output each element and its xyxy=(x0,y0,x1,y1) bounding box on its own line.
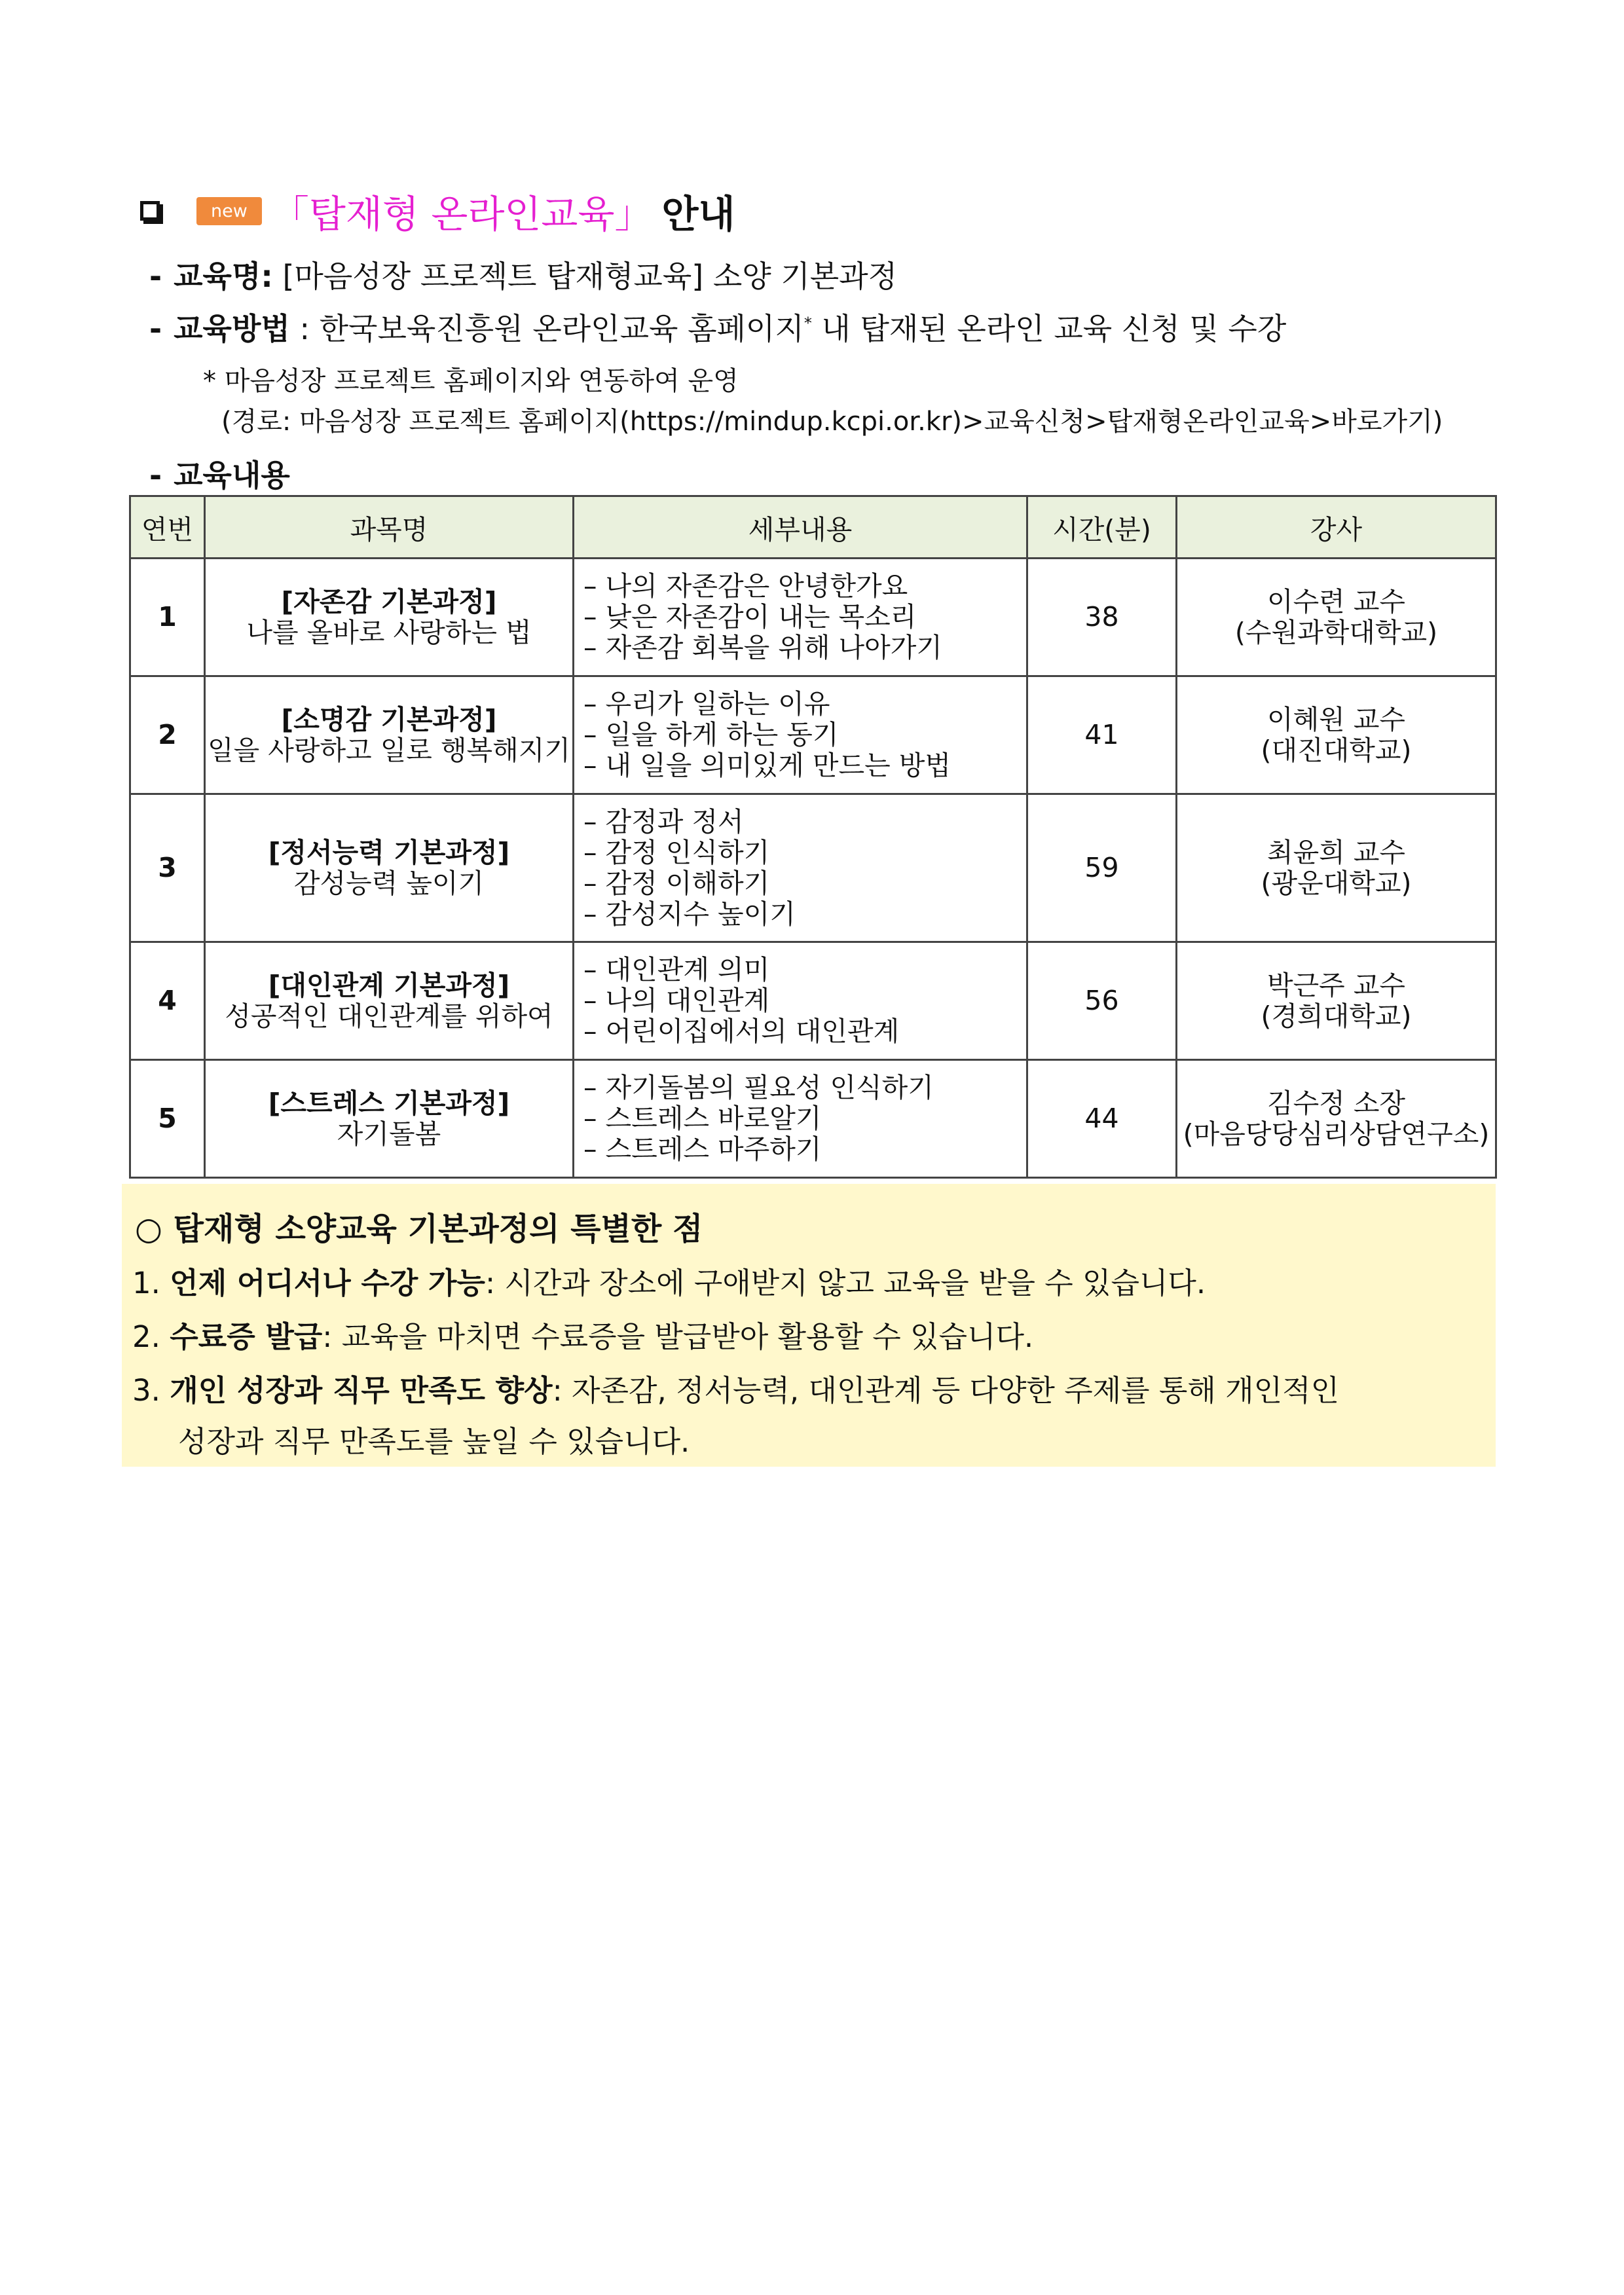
instructor-cell xyxy=(1177,794,1496,942)
instructor-org: (대진대학교) xyxy=(1261,734,1412,766)
method-footnote-mark: * xyxy=(803,314,812,333)
detail-item: – 일을 하게 하는 동기 xyxy=(583,719,839,750)
course-subtitle: 나를 올바로 사랑하는 법 xyxy=(246,616,532,648)
minutes-cell: 44 xyxy=(1027,1060,1177,1178)
feature-text: : 자존감, 정서능력, 대인관계 등 다양한 주제를 통해 개인적인 xyxy=(552,1373,1340,1408)
course-cell xyxy=(205,794,574,942)
minutes-cell: 38 xyxy=(1027,559,1177,676)
detail-item: – 감성지수 높이기 xyxy=(583,898,796,930)
header-number: 연번 xyxy=(130,496,205,559)
features-box xyxy=(122,1184,1496,1467)
new-badge: new xyxy=(196,197,262,225)
feature-item xyxy=(132,1259,1206,1302)
feature-heading: 언제 어디서나 수강 가능 xyxy=(170,1266,485,1300)
instructor-name: 이혜원 교수 xyxy=(1266,703,1406,735)
feature-item xyxy=(132,1313,1033,1355)
feature-item xyxy=(132,1367,1339,1409)
course-cell xyxy=(205,676,574,794)
content-line: - 교육내용 xyxy=(149,458,290,493)
method-note: * 마음성장 프로젝트 홈페이지와 연동하여 운영 xyxy=(203,366,739,396)
instructor-org: (경희대학교) xyxy=(1261,1000,1412,1032)
content-label: 교육내용 xyxy=(174,458,290,493)
instructor-cell xyxy=(1177,676,1496,794)
instructor-org: (광운대학교) xyxy=(1261,867,1412,899)
course-subtitle: 성공적인 대인관계를 위하여 xyxy=(225,1000,553,1032)
row-number: 1 xyxy=(130,559,205,676)
header-instructor: 강사 xyxy=(1177,496,1496,559)
detail-item: – 감정 인식하기 xyxy=(583,836,770,868)
details-cell xyxy=(574,794,1027,942)
detail-item: – 낮은 자존감이 내는 목소리 xyxy=(583,601,917,633)
header-course: 과목명 xyxy=(205,496,574,559)
instructor-org: (수원과학대학교) xyxy=(1234,616,1438,648)
instructor-name: 김수정 소장 xyxy=(1266,1087,1406,1119)
course-subtitle: 자기돌봄 xyxy=(337,1118,441,1150)
instructor-cell xyxy=(1177,559,1496,676)
detail-item: – 스트레스 바로알기 xyxy=(583,1103,822,1134)
instructor-name: 최윤희 교수 xyxy=(1266,836,1406,868)
method-label: 교육방법 xyxy=(174,311,290,346)
detail-item: – 나의 대인관계 xyxy=(583,985,770,1016)
course-subtitle: 일을 사랑하고 일로 행복해지기 xyxy=(208,734,570,766)
instructor-name: 이수련 교수 xyxy=(1266,585,1406,617)
header-minutes: 시간(분) xyxy=(1027,496,1177,559)
feature-text: : 시간과 장소에 구애받지 않고 교육을 받을 수 있습니다. xyxy=(485,1266,1206,1300)
features-title: ○ 탑재형 소양교육 기본과정의 특별한 점 xyxy=(135,1211,703,1247)
row-number: 2 xyxy=(130,676,205,794)
minutes-cell: 41 xyxy=(1027,676,1177,794)
feature-heading: 개인 성장과 직무 만족도 향상 xyxy=(170,1373,553,1408)
feature-text: : 교육을 마치면 수료증을 발급받아 활용할 수 있습니다. xyxy=(322,1319,1034,1354)
page-title: 「탑재형 온라인교육」 xyxy=(270,192,653,236)
feature-number: 1. xyxy=(132,1266,160,1300)
course-title: [자존감 기본과정] xyxy=(281,585,497,617)
detail-item: – 나의 자존감은 안녕한가요 xyxy=(583,570,908,602)
table-row xyxy=(130,1060,1496,1178)
checkbox-icon xyxy=(140,201,160,221)
detail-item: – 자기돌봄의 필요성 인식하기 xyxy=(583,1072,934,1103)
detail-item: – 내 일을 의미있게 만드는 방법 xyxy=(583,750,951,781)
course-name-line: - 교육명: [마음성장 프로젝트 탑재형교육] 소양 기본과정 xyxy=(149,259,898,294)
minutes-cell: 56 xyxy=(1027,942,1177,1060)
detail-item: – 감정 이해하기 xyxy=(583,867,770,899)
page-title-suffix: 안내 xyxy=(661,192,735,236)
instructor-org: (마음당당심리상담연구소) xyxy=(1183,1118,1490,1150)
detail-item: – 우리가 일하는 이유 xyxy=(583,688,830,720)
table-row xyxy=(130,794,1496,942)
detail-item: – 감정과 정서 xyxy=(583,805,744,837)
course-cell xyxy=(205,942,574,1060)
row-number: 3 xyxy=(130,794,205,942)
course-title: [스트레스 기본과정] xyxy=(268,1087,510,1119)
details-cell xyxy=(574,676,1027,794)
details-cell xyxy=(574,559,1027,676)
detail-item: – 스트레스 마주하기 xyxy=(583,1133,822,1165)
table-header-row xyxy=(130,496,1496,559)
course-subtitle: 감성능력 높이기 xyxy=(293,867,485,899)
details-cell xyxy=(574,1060,1027,1178)
page-heading xyxy=(140,185,735,237)
homepage-path: (경로: 마음성장 프로젝트 홈페이지(https://mindup.kcpi.or.kr)>교육신청>탑재형온라인교육>바로가기) xyxy=(221,407,1443,437)
course-title: [소명감 기본과정] xyxy=(281,703,497,735)
feature-heading: 수료증 발급 xyxy=(170,1319,323,1354)
course-name-value: [마음성장 프로젝트 탑재형교육] 소양 기본과정 xyxy=(282,259,898,294)
row-number: 5 xyxy=(130,1060,205,1178)
details-cell xyxy=(574,942,1027,1060)
table-row xyxy=(130,942,1496,1060)
instructor-cell xyxy=(1177,942,1496,1060)
course-name-label: 교육명: xyxy=(174,259,273,294)
detail-item: – 자존감 회복을 위해 나아가기 xyxy=(583,632,942,663)
course-cell xyxy=(205,559,574,676)
feature-number: 2. xyxy=(132,1319,160,1354)
header-details: 세부내용 xyxy=(574,496,1027,559)
course-cell xyxy=(205,1060,574,1178)
instructor-cell xyxy=(1177,1060,1496,1178)
feature-number: 3. xyxy=(132,1373,160,1408)
instructor-name: 박근주 교수 xyxy=(1266,969,1406,1001)
table-row xyxy=(130,559,1496,676)
detail-item: – 어린이집에서의 대인관계 xyxy=(583,1016,900,1047)
table-row xyxy=(130,676,1496,794)
feature-text-continued: 성장과 직무 만족도를 높일 수 있습니다. xyxy=(178,1424,690,1459)
method-line: - 교육방법 : 한국보육진흥원 온라인교육 홈페이지* 내 탑재된 온라인 교육 신청 및 수강 xyxy=(149,311,1287,346)
course-table xyxy=(129,495,1497,1179)
row-number: 4 xyxy=(130,942,205,1060)
course-title: [대인관계 기본과정] xyxy=(268,969,510,1001)
minutes-cell: 59 xyxy=(1027,794,1177,942)
method-value-2: 내 탑재된 온라인 교육 신청 및 수강 xyxy=(811,311,1287,346)
detail-item: – 대인관계 의미 xyxy=(583,954,770,985)
course-title: [정서능력 기본과정] xyxy=(268,836,510,868)
method-value: : 한국보육진흥원 온라인교육 홈페이지 xyxy=(299,311,804,346)
